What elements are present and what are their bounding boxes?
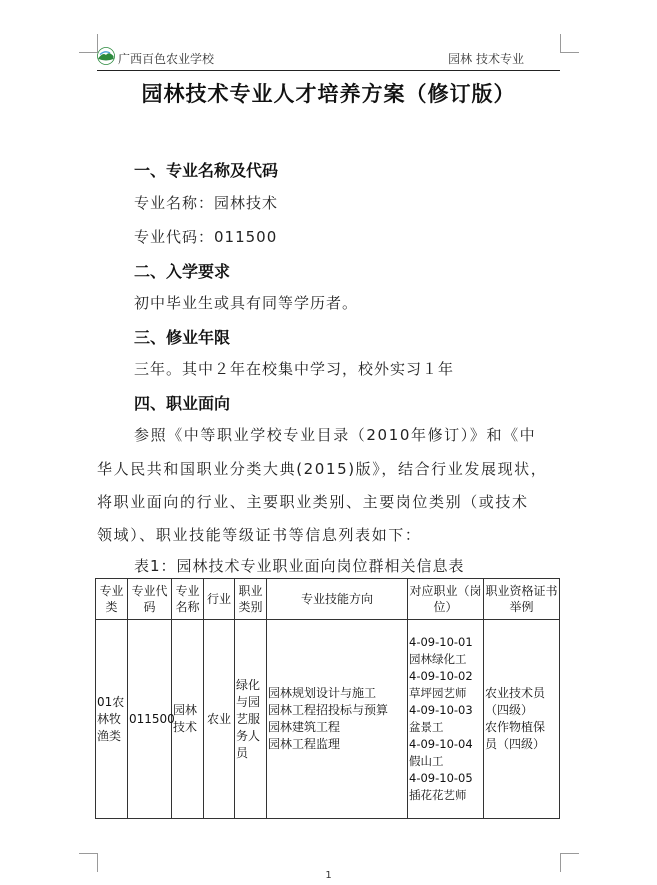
- paragraph-line: 参照《中等职业学校专业目录（2010年修订）》和《中: [134, 426, 537, 444]
- column-header: 职业资格证书举例: [484, 579, 560, 620]
- cell-code: 011500: [128, 620, 172, 819]
- cert-item: 农作物植保: [485, 720, 546, 734]
- corner-mark-top-right: [560, 34, 579, 53]
- page-title: 园林技术专业人才培养方案（修订版）: [141, 82, 516, 106]
- major-name-line: 专业名称：园林技术: [134, 194, 279, 212]
- table-header-row: [96, 579, 560, 620]
- cell-skills: [267, 620, 408, 819]
- page-number: 1: [325, 870, 332, 881]
- job-item: 假山工: [409, 754, 444, 768]
- cell-job-type: 绿化与园艺服务人员: [235, 620, 267, 819]
- column-header: 专业技能方向: [267, 579, 408, 620]
- section-3-heading: 三、修业年限: [134, 328, 231, 347]
- cell-certificates: [484, 620, 560, 819]
- column-header: 专业代码: [128, 579, 172, 620]
- column-header: 行业: [204, 579, 235, 620]
- school-logo-icon: [97, 47, 115, 65]
- column-header: 职业类别: [235, 579, 267, 620]
- admission-text: 初中毕业生或具有同等学历者。: [134, 294, 359, 312]
- job-item: 园林绿化工: [409, 652, 467, 666]
- section-4-heading: 四、职业面向: [134, 394, 231, 413]
- duration-text: 三年。其中２年在校集中学习，校外实习１年: [134, 360, 455, 378]
- job-item: 4-09-10-02: [409, 669, 473, 683]
- job-item: 插花花艺师: [409, 788, 467, 802]
- section-2-heading: 二、入学要求: [134, 262, 231, 281]
- job-item: 4-09-10-04: [409, 737, 473, 751]
- job-item: 草坪园艺师: [409, 686, 467, 700]
- column-header: 专业名称: [172, 579, 204, 620]
- header-major: 园林 技术专业: [448, 52, 524, 66]
- table-caption: 表1：园林技术专业职业面向岗位群相关信息表: [134, 557, 465, 575]
- page-header: [97, 46, 560, 71]
- job-item: 4-09-10-01: [409, 635, 473, 649]
- skill-item: 园林工程监理: [268, 737, 341, 751]
- major-code-line: 专业代码：011500: [134, 228, 278, 246]
- skill-item: 园林建筑工程: [268, 720, 341, 734]
- job-item: 4-09-10-05: [409, 771, 473, 785]
- skill-item: 园林工程招投标与预算: [268, 703, 389, 717]
- job-item: 盆景工: [409, 720, 444, 734]
- cell-industry: 农业: [204, 620, 235, 819]
- table-row: [96, 620, 560, 819]
- corner-mark-top-left: [79, 34, 98, 53]
- cell-name: 园林技术: [172, 620, 204, 819]
- skill-item: 园林规划设计与施工: [268, 686, 377, 700]
- column-header: 对应职业（岗位）: [408, 579, 484, 620]
- cell-jobs: [408, 620, 484, 819]
- section-1-heading: 一、专业名称及代码: [134, 161, 279, 180]
- cert-item: 农业技术员: [485, 686, 546, 700]
- job-item: 4-09-10-03: [409, 703, 473, 717]
- column-header: 专业类: [96, 579, 128, 620]
- paragraph-line: 领域）、职业技能等级证书等信息列表如下：: [97, 526, 422, 544]
- cell-category: 01农林牧渔类: [96, 620, 128, 819]
- paragraph-line: 将职业面向的行业、主要职业类别、主要岗位类别（或技术: [97, 493, 529, 511]
- cert-item: （四级）: [485, 703, 534, 717]
- paragraph-line: 华人民共和国职业分类大典(2015)版》，结合行业发展现状，: [97, 460, 548, 478]
- career-info-table: [95, 578, 560, 819]
- school-name: 广西百色农业学校: [118, 52, 215, 66]
- cert-item: 员（四级）: [485, 737, 546, 751]
